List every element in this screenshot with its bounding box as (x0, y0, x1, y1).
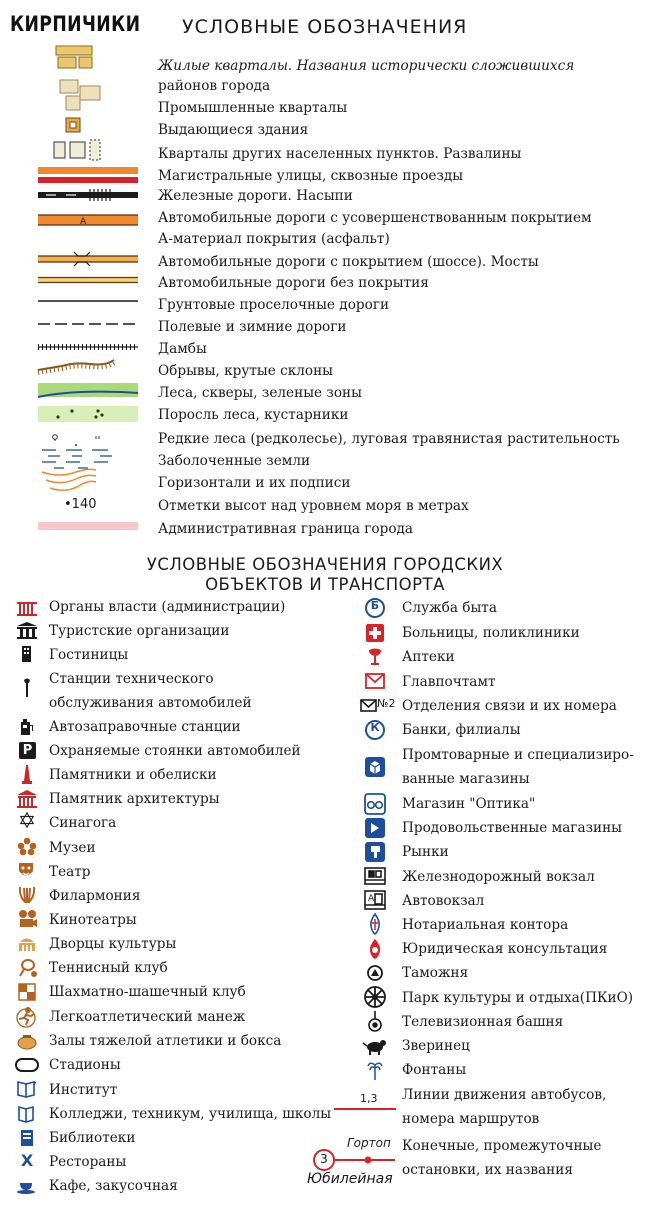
museum-icon (14, 836, 40, 858)
label-car-service-1: Станции технического (49, 671, 214, 687)
legend-label-swamp: Заболоченные земли (158, 453, 311, 469)
dams-icon (16, 342, 126, 352)
tourist-office-icon (14, 620, 40, 642)
label-menagerie: Зверинец (402, 1038, 470, 1054)
synagogue-icon-glyph: ✡ (17, 809, 37, 834)
label-optics-shop: Магазин "Оптика" (402, 796, 536, 812)
library-icon (14, 1127, 40, 1149)
label-government: Органы власти (администрации) (49, 599, 286, 615)
forests-icon (16, 381, 126, 399)
athletics-arena-icon (14, 1006, 40, 1028)
label-post-branch: Отделения связи и их номера (402, 698, 617, 714)
legend-label-residential-1: Жилые кварталы. Названия исторически сложившихся (158, 58, 575, 74)
contours-icon (16, 468, 126, 494)
restaurant-icon-glyph: Х (20, 1151, 34, 1170)
legend-label-sparse-forest: Редкие леса (редколесье), луговая травянистая растительность (158, 431, 620, 447)
legend-label-dirt-road: Грунтовые проселочные дороги (158, 297, 390, 313)
label-bus-route-2: номера маршрутов (402, 1111, 540, 1127)
legend-label-dams: Дамбы (158, 341, 207, 357)
post-branch-icon (360, 695, 402, 717)
legend-label-asphalt-1: Автомобильные дороги с усовершенствованным покрытием (158, 210, 592, 226)
label-goods-shop-1: Промтоварные и специализиро- (402, 747, 634, 763)
label-weightlifting: Залы тяжелой атлетики и бокса (49, 1033, 282, 1049)
outstanding-buildings-icon (16, 116, 126, 136)
label-gas-station: Автозаправочные станции (49, 719, 241, 735)
college-icon (14, 1103, 40, 1125)
legend-label-field-road: Полевые и зимние дороги (158, 319, 347, 335)
parking-icon-glyph: P (22, 743, 33, 758)
label-museum: Музеи (49, 840, 96, 856)
label-tourist-office: Туристские организации (49, 623, 230, 639)
culture-palace-icon (14, 933, 40, 955)
label-tv-tower: Телевизионная башня (402, 1014, 564, 1030)
hospital-icon (360, 622, 390, 644)
label-goods-shop-2: ванные магазины (402, 771, 530, 787)
goods-shop-icon (360, 756, 390, 778)
section2-title-line2: ОБЪЕКТОВ И ТРАНСПОРТА (205, 575, 445, 594)
legend-label-forests: Леса, скверы, зеленые зоны (158, 385, 362, 401)
legend-label-industrial: Промышленные кварталы (158, 100, 348, 116)
label-bus-stops-2: остановки, их названия (402, 1162, 573, 1178)
label-hospital: Больницы, поликлиники (402, 625, 580, 641)
label-monument: Памятники и обелиски (49, 767, 217, 783)
label-synagogue: Синагога (49, 815, 117, 831)
label-bus-station: Автовокзал (402, 893, 485, 909)
legend-label-elevation: Отметки высот над уровнем моря в метрах (158, 498, 469, 514)
label-customs: Таможня (402, 965, 469, 981)
label-stadium: Стадионы (49, 1057, 121, 1073)
fountain-icon (360, 1059, 390, 1081)
label-parking: Охраняемые стоянки автомобилей (49, 743, 301, 759)
label-bus-route-1: Линии движения автобусов, (402, 1087, 607, 1103)
pharmacy-icon (360, 646, 390, 668)
label-tennis-club: Теннисный клуб (49, 960, 168, 976)
parking-icon (14, 740, 40, 762)
legend-label-asphalt-2: А-материал покрытия (асфальт) (158, 231, 390, 247)
customs-icon (360, 962, 390, 984)
railway-station-icon (360, 865, 390, 887)
bus-route-icon (334, 1086, 396, 1116)
stop-name-bottom: Юбилейная (307, 1171, 393, 1187)
main-post-office-icon (360, 670, 390, 692)
government-icon (14, 597, 40, 619)
post-branch-number: №2 (377, 697, 396, 710)
synagogue-icon (14, 809, 40, 834)
label-chess-club: Шахматно-шашечный клуб (49, 984, 246, 1000)
label-theatre: Театр (49, 864, 91, 880)
cliffs-icon (16, 356, 126, 376)
chess-club-icon (14, 981, 40, 1003)
svg-text:А: А (80, 217, 87, 227)
legend-label-railways: Железные дороги. Насыпи (158, 188, 353, 204)
svg-text:А: А (368, 894, 375, 904)
label-railway-station: Железнодорожный вокзал (402, 869, 595, 885)
label-household-service: Служба быта (402, 600, 497, 616)
label-cafe: Кафе, закусочная (49, 1178, 178, 1194)
household-service-icon (360, 597, 390, 619)
grocery-icon (360, 817, 390, 839)
label-legal-advice: Юридическая консультация (402, 941, 608, 957)
bank-icon (360, 719, 390, 741)
shrubs-icon (16, 405, 126, 423)
legend-label-cliffs: Обрывы, крутые склоны (158, 363, 334, 379)
elevation-mark-label: •140 (64, 497, 97, 512)
label-library: Библиотеки (49, 1130, 136, 1146)
institute-icon (14, 1078, 40, 1100)
car-service-icon (14, 677, 40, 699)
label-restaurant: Рестораны (49, 1154, 127, 1170)
household-service-glyph: Б (370, 599, 380, 612)
philharmonic-icon (14, 884, 40, 906)
label-cinema: Кинотеатры (49, 912, 137, 928)
legend-title: УСЛОВНЫЕ ОБОЗНАЧЕНИЯ (182, 16, 468, 38)
label-main-post-office: Главпочтамт (402, 674, 496, 690)
theatre-icon (14, 860, 40, 882)
tv-tower-icon (360, 1011, 390, 1033)
legend-label-residential-2: районов города (158, 78, 271, 94)
asphalt-road-icon (16, 213, 126, 227)
cinema-icon (14, 908, 40, 930)
field-road-icon (16, 320, 126, 328)
cafe-icon (14, 1175, 40, 1197)
legend-label-paved-road: Автомобильные дороги с покрытием (шоссе). Мосты (158, 254, 539, 270)
label-pharmacy: Аптеки (402, 649, 455, 665)
district-name: КИРПИЧИКИ (10, 12, 141, 36)
legend-label-city-boundary: Административная граница города (158, 521, 414, 537)
restaurant-icon (14, 1151, 40, 1173)
industrial-blocks-icon (16, 78, 126, 112)
gas-station-icon (14, 716, 40, 738)
swamp-icon (16, 446, 126, 470)
architecture-monument-icon (14, 788, 40, 810)
monument-icon (14, 764, 40, 786)
menagerie-icon (360, 1035, 390, 1057)
bus-stops-icon (303, 1136, 395, 1190)
legend-label-shrubs: Поросль леса, кустарники (158, 407, 349, 423)
dirt-road-icon (16, 297, 126, 305)
label-park: Парк культуры и отдыха(ПКиО) (402, 990, 634, 1006)
optics-shop-icon (360, 793, 390, 815)
other-settlements-icon (16, 138, 126, 162)
hotel-icon (14, 643, 40, 665)
label-notary: Нотариальная контора (402, 917, 569, 933)
city-boundary-icon (16, 520, 126, 532)
label-culture-palace: Дворцы культуры (49, 936, 177, 952)
legend-label-other-settlements: Кварталы других населенных пунктов. Развалины (158, 146, 522, 162)
label-grocery: Продовольственные магазины (402, 820, 622, 836)
unpaved-road-icon (16, 275, 126, 285)
paved-road-bridge-icon (16, 250, 126, 268)
label-philharmonic: Филармония (49, 888, 141, 904)
label-hotel: Гостиницы (49, 647, 129, 663)
legend-label-unpaved-road: Автомобильные дороги без покрытия (158, 275, 429, 291)
label-bank: Банки, филиалы (402, 722, 521, 738)
section2-title-line1: УСЛОВНЫЕ ОБОЗНАЧЕНИЯ ГОРОДСКИХ (146, 555, 504, 574)
park-icon (360, 985, 390, 1007)
tennis-club-icon (14, 957, 40, 979)
bus-station-icon (360, 889, 390, 911)
label-architecture-monument: Памятник архитектуры (49, 791, 220, 807)
legend-label-outstanding: Выдающиеся здания (158, 122, 309, 138)
bank-icon-glyph: К (370, 721, 380, 734)
stop-number: 3 (320, 1152, 328, 1166)
label-market: Рынки (402, 844, 449, 860)
legal-advice-icon (360, 938, 390, 960)
residential-blocks-icon (16, 44, 126, 70)
notary-icon (360, 913, 390, 935)
main-streets-icon (16, 165, 126, 185)
legend-label-contours: Горизонтали и их подписи (158, 475, 351, 491)
label-car-service-2: обслуживания автомобилей (49, 695, 252, 711)
stadium-icon (14, 1054, 40, 1076)
bus-route-number: 1,3 (360, 1092, 378, 1105)
railways-icon (16, 188, 126, 202)
stop-name-top: Гортоп (347, 1136, 391, 1150)
label-athletics-arena: Легкоатлетический манеж (49, 1009, 246, 1025)
label-fountain: Фонтаны (402, 1062, 467, 1078)
label-college: Колледжи, техникум, училища, школы (49, 1106, 332, 1122)
legend-label-main-streets: Магистральные улицы, сквозные проезды (158, 168, 464, 184)
label-institute: Институт (49, 1082, 118, 1098)
weightlifting-icon (14, 1030, 40, 1052)
market-icon (360, 841, 390, 863)
elevation-icon (16, 497, 126, 517)
label-bus-stops-1: Конечные, промежуточные (402, 1138, 602, 1154)
